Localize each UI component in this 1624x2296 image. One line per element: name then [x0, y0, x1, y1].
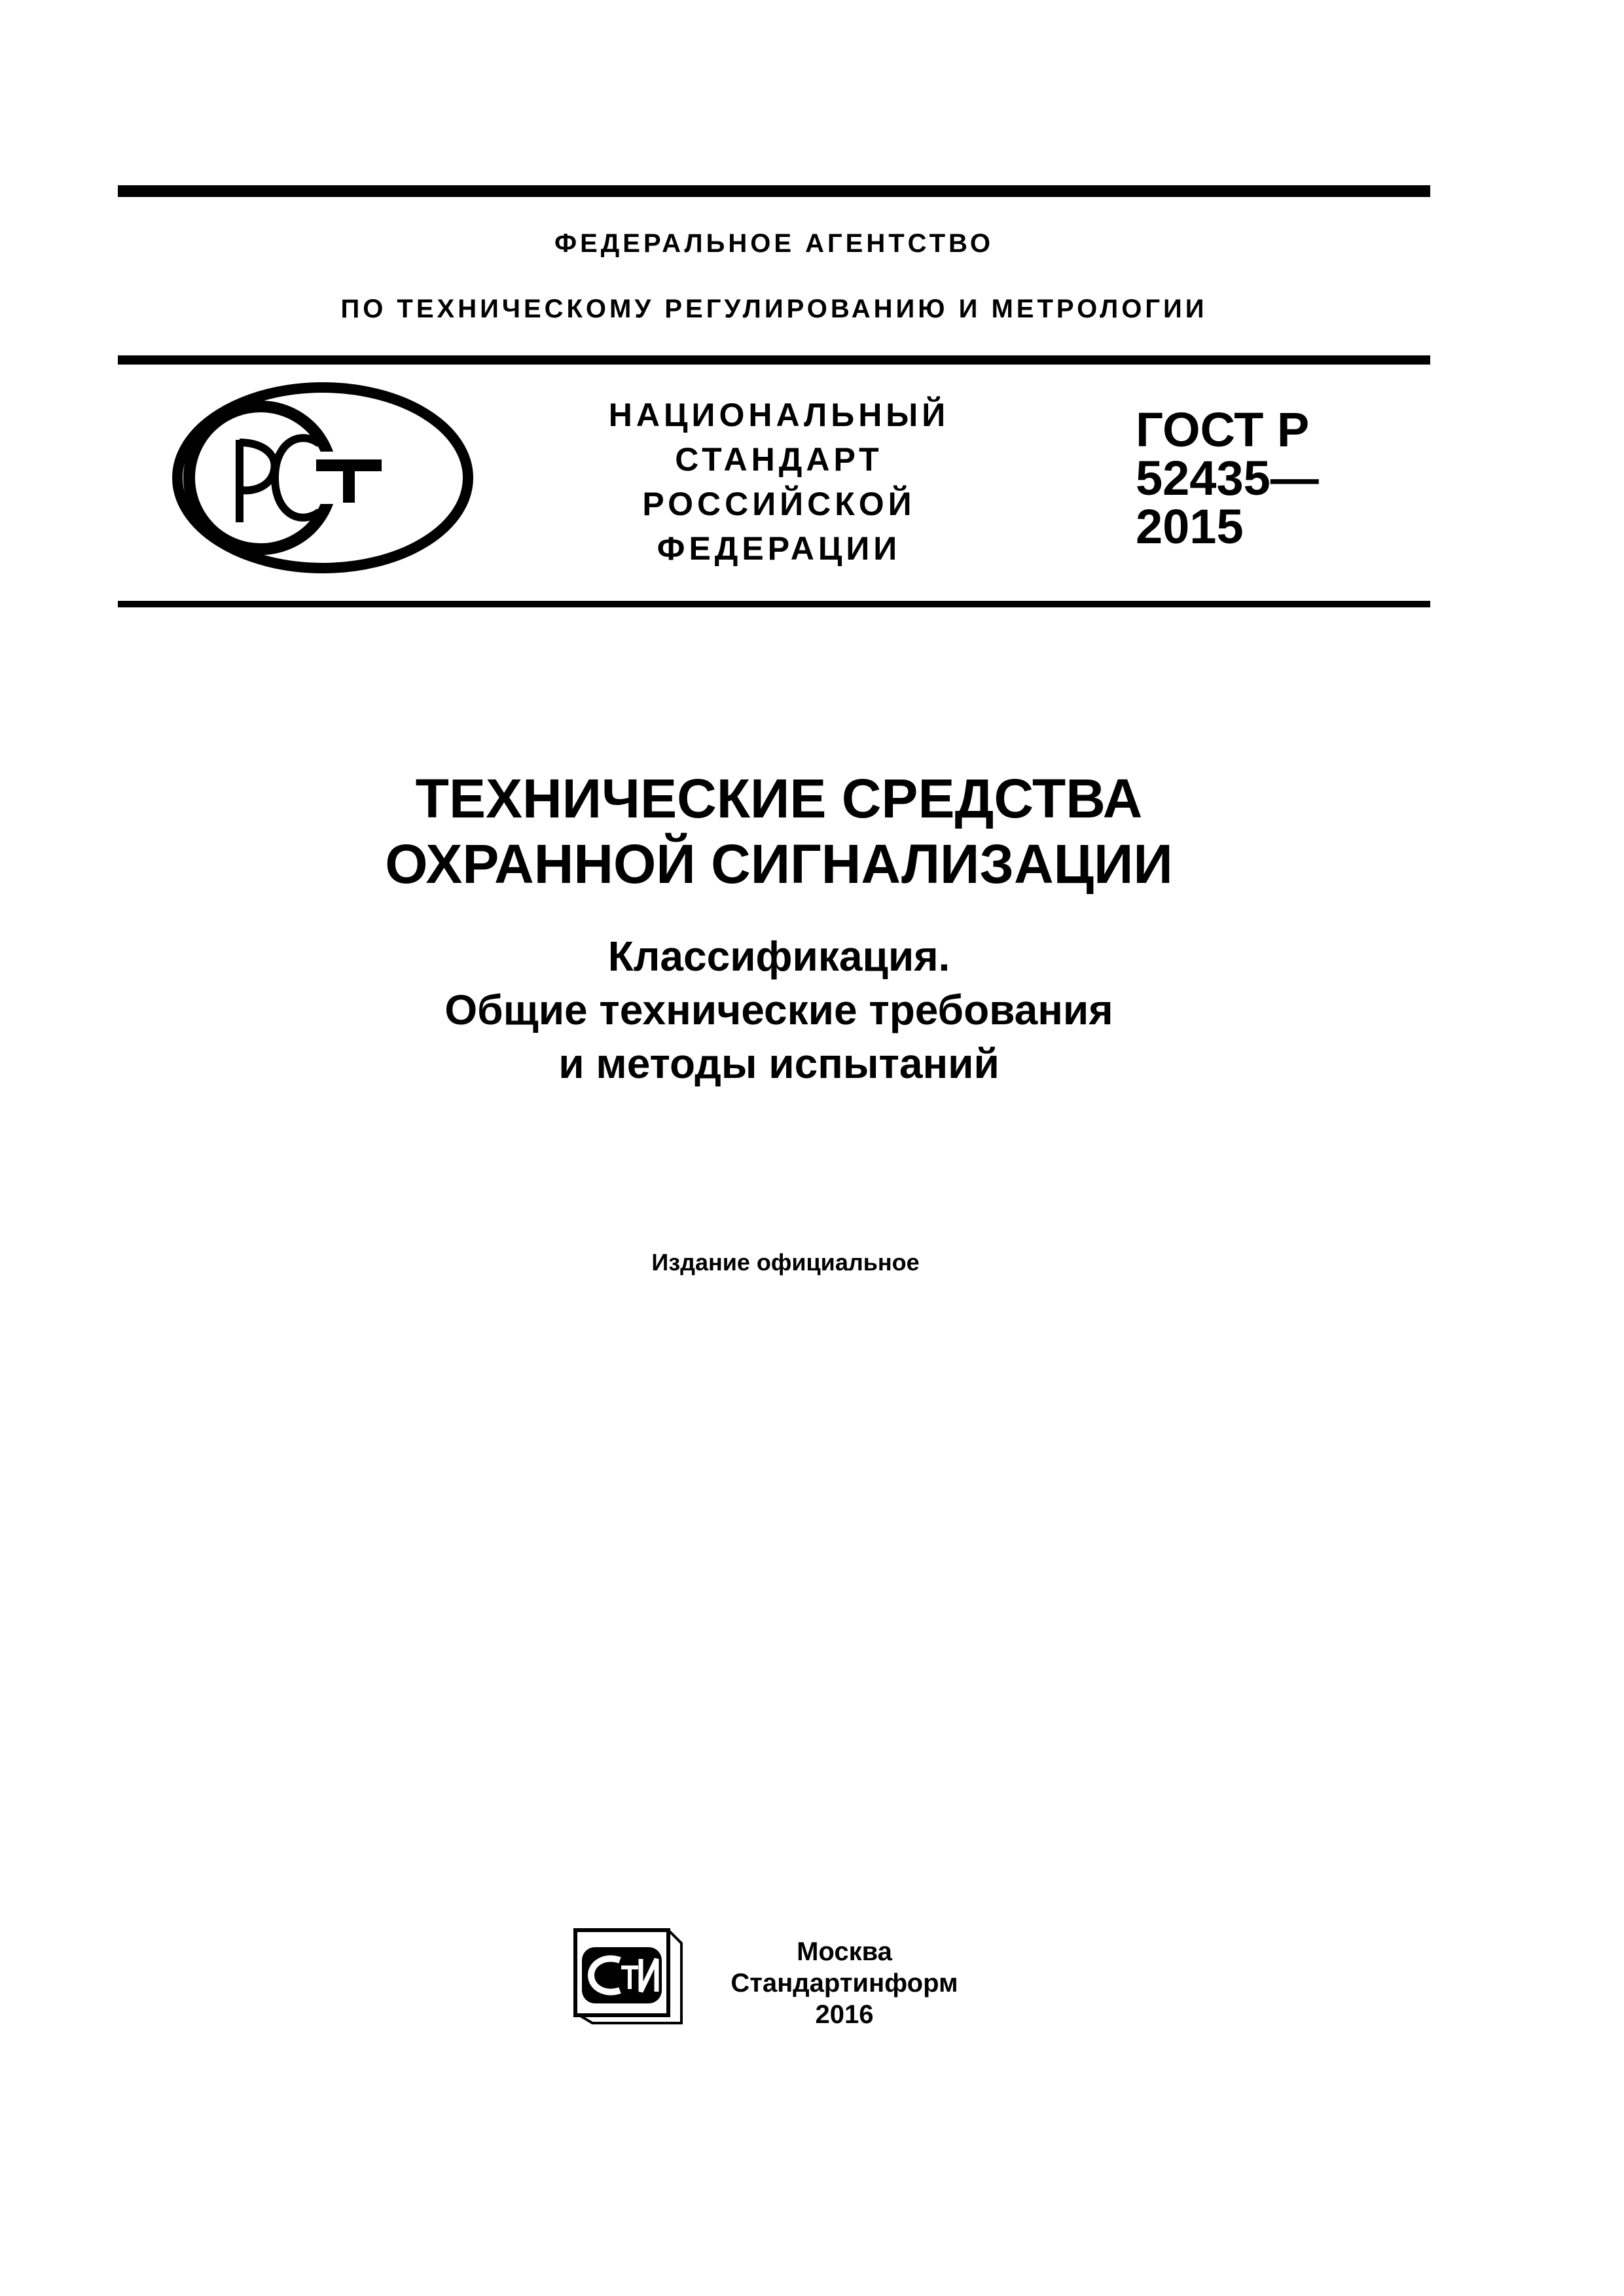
national-standard-line-2: СТАНДАРТ: [675, 441, 883, 478]
subtitle-line-2: Общие технические требования: [444, 986, 1113, 1033]
designation-line-2: 52435—: [1136, 451, 1319, 505]
subtitle-line-1: Классификация.: [607, 933, 950, 980]
agency-line-2: ПО ТЕХНИЧЕСКОМУ РЕГУЛИРОВАНИЮ И МЕТРОЛОГИИ: [340, 295, 1208, 323]
publisher-info: [707, 1936, 982, 2030]
designation-line-3: 2015: [1136, 499, 1244, 554]
standartinform-logo: [573, 1928, 684, 2026]
standard-block-bottom-rule: [118, 601, 1430, 607]
document-subtitle: [196, 929, 1362, 1090]
publisher-name: Стандартинформ: [731, 1969, 958, 1998]
top-thick-rule: [118, 185, 1430, 197]
subtitle-line-3: и методы испытаний: [558, 1040, 1000, 1087]
standard-designation: [1136, 403, 1430, 554]
title-line-2: ОХРАННОЙ СИГНАЛИЗАЦИИ: [385, 833, 1173, 895]
publisher-city: Москва: [797, 1937, 892, 1966]
edition-label: Издание официальное: [651, 1249, 920, 1276]
national-standard-line-3: РОССИЙСКОЙ: [642, 486, 916, 522]
national-standard-line-4: ФЕДЕРАЦИИ: [657, 530, 901, 567]
title-line-1: ТЕХНИЧЕСКИЕ СРЕДСТВА: [415, 768, 1143, 829]
national-standard-label: [550, 393, 1008, 571]
header-bottom-rule: [118, 355, 1430, 365]
rst-logo: [169, 380, 477, 576]
document-title: [196, 766, 1362, 897]
agency-line-1: ФЕДЕРАЛЬНОЕ АГЕНТСТВО: [554, 229, 994, 258]
publisher-year: 2016: [815, 2000, 874, 2029]
national-standard-line-1: НАЦИОНАЛЬНЫЙ: [608, 397, 950, 433]
designation-line-1: ГОСТ Р: [1136, 403, 1310, 457]
